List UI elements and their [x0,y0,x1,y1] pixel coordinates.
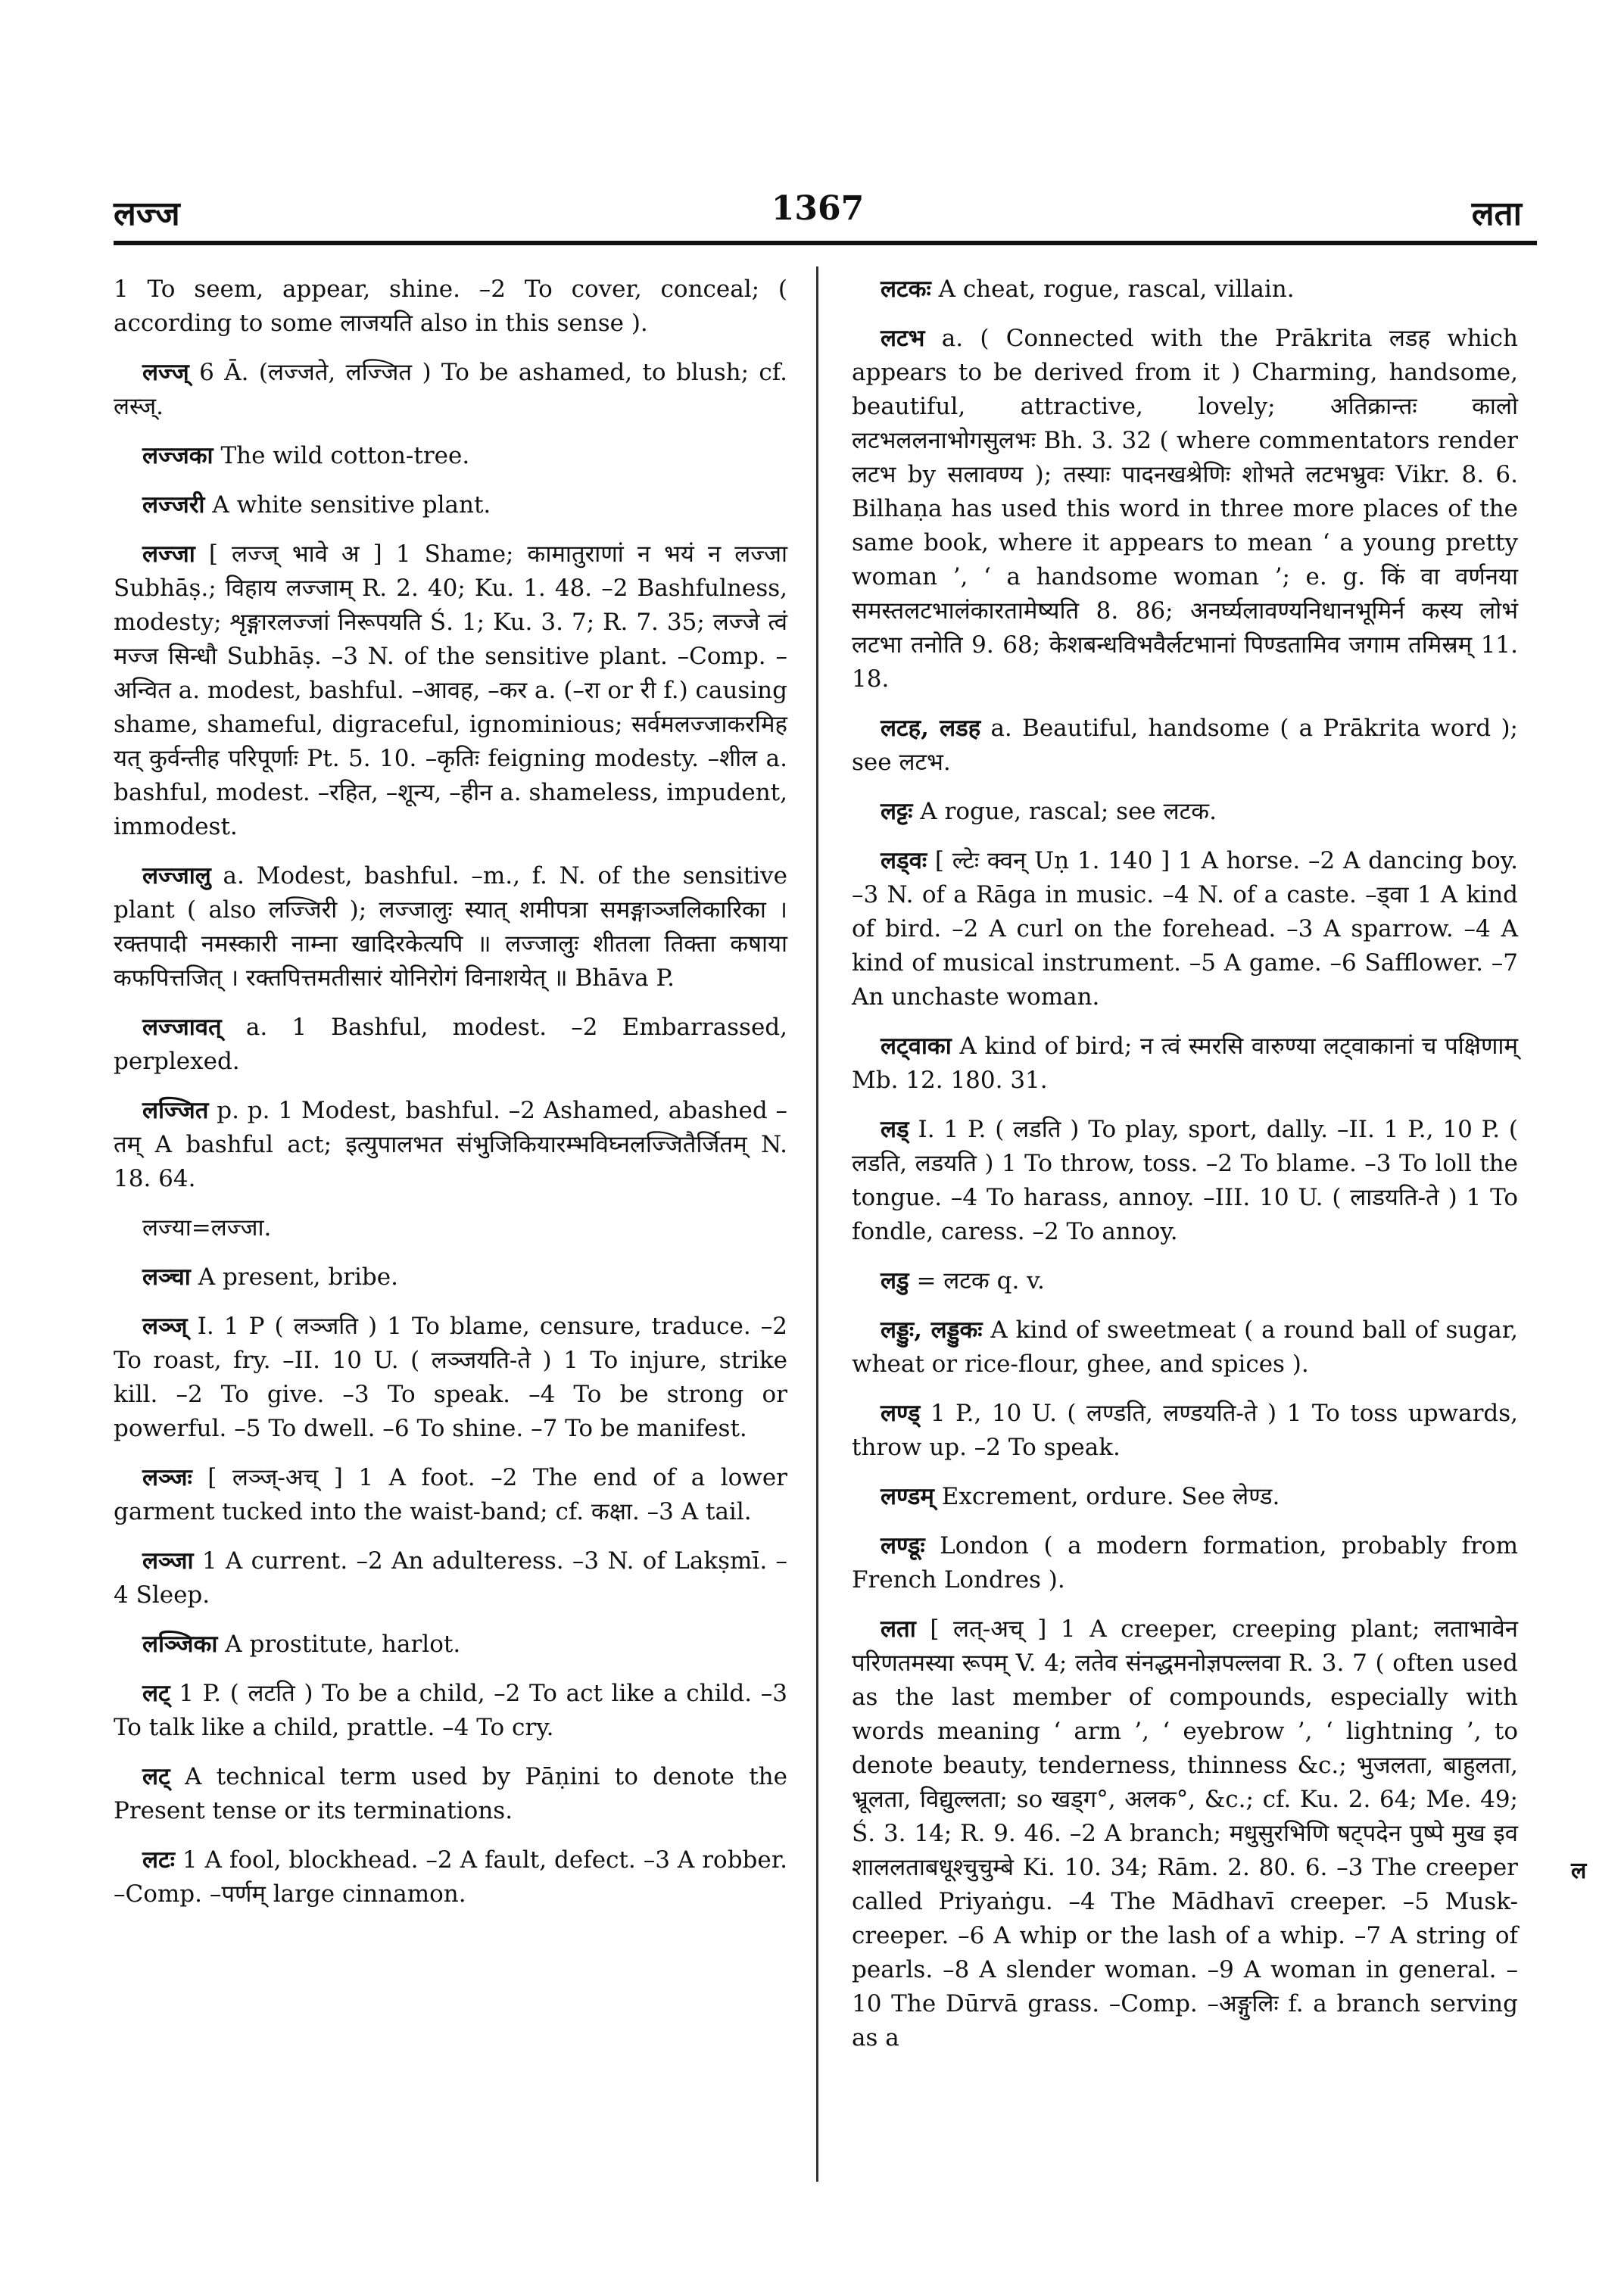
dictionary-entry: लज्जरी A white sensitive plant. [142,491,491,519]
page-number: 1367 [771,189,865,228]
dictionary-entry: लञ्जिका A prostitute, harlot. [142,1631,461,1658]
dictionary-entry: लटभ a. ( Connected with the Prākrita लडह which appears to be derived from it ) Charming, handsome, beautiful, attractive, lovely; अतिक्रान्तः कालो लटभललनाभोगसुलभः Bh. 3. 32 ( where commentators render लटभ by सलावण्य ); तस्याः पादनखश्रेणिः शोभते लटभभ्रुवः Vikr. 8. 6. Bilhaṇa has used this word in three more places of the same book, where it appears to mean ‘ a young pretty woman ’, ‘ a handsome woman ’; e. g. किं वा वर्णनया समस्तलटभालंकारतामेष्यति 8. 86; अनर्घ्यलावण्यनिधानभूमिर्न कस्य लोभं लटभा तनोति 9. 68; केशबन्धविभवैर्लटभानां पिण्डतामिव जगाम तमिस्रम् 11. 18. [852,325,1518,693]
dictionary-entry: लज्ज् 6 Ā. (लज्जते, लज्जित ) To be ashamed, to blush; cf. लस्ज्. [114,359,787,420]
dictionary-entry: लट् 1 P. ( लटति ) To be a child, –2 To act like a child. –3 To talk like a child, prattle. –4 To cry. [114,1680,787,1741]
left-guide-word: लज्ज [114,195,180,233]
dictionary-entry: लटकः A cheat, rogue, rascal, villain. [881,276,1295,303]
dictionary-entry: लण्ड् 1 P., 10 U. ( लण्डति, लण्डयति-ते ) 1 To toss upwards, throw up. –2 To speak. [852,1400,1518,1461]
dictionary-entry: 1 To seem, appear, shine. –2 To cover, conceal; ( according to some लाजयति also in this sense ). [114,276,787,337]
dictionary-entry: लज्जा [ लज्ज् भावे अ ] 1 Shame; कामातुराणां न भयं न लज्जा Subhāṣ.; विहाय लज्जाम् R. 2. 40; Ku. 1. 48. –2 Bashfulness, modesty; शृङ्गारलज्जां निरूपयति Ś. 1; Ku. 3. 7; R. 7. 35; लज्जे त्वं मज्ज सिन्धौ Subhāṣ. –3 N. of the sensitive plant. –Comp. –अन्वित a. modest, bashful. –आवह, –कर a. (–रा or री f.) causing shame, shameful, digraceful, ignominious; सर्वमलज्जाकरमिह यत् कुर्वन्तीह परिपूर्णाः Pt. 5. 10. –कृतिः feigning modesty. –शील a. bashful, modest. –रहित, –शून्य, –हीन a. shameless, impudent, immodest. [114,541,787,840]
dictionary-entry: लडु = लटक q. v. [881,1267,1045,1294]
dictionary-entry: लञ्जा 1 A current. –2 An adulteress. –3 N. of Lakṣmī. –4 Sleep. [114,1547,787,1609]
dictionary-entry: लञ्ज् I. 1 P ( लञ्जति ) 1 To blame, censure, traduce. –2 To roast, fry. –II. 10 U. ( लञ्जयति-ते ) 1 To injure, strike kill. –2 To give. –3 To speak. –4 To be strong or powerful. –5 To dwell. –6 To shine. –7 To be manifest. [114,1313,787,1442]
dictionary-entry: लटः 1 A fool, blockhead. –2 A fault, defect. –3 A robber. –Comp. –पर्णम् large cinnamon. [114,1846,787,1908]
dictionary-entry: लञ्चा A present, bribe. [142,1263,398,1291]
dictionary-entry: लज्जावत् a. 1 Bashful, modest. –2 Embarrassed, perplexed. [114,1014,787,1075]
dictionary-entry: लट्वाका A kind of bird; न त्वं स्मरसि वारुण्या लट्वाकानां च पक्षिणाम् Mb. 12. 180. 31. [852,1033,1518,1094]
dictionary-entry: लटह, लडह a. Beautiful, handsome ( a Prākrita word ); see लटभ. [852,715,1518,776]
page-header [114,189,1522,235]
left-column [114,273,787,1927]
dictionary-entry: लट् A technical term used by Pāṇini to denote the Present tense or its terminations. [114,1763,787,1824]
dictionary-entry: लज्जका The wild cotton-tree. [142,442,470,469]
dictionary-entry: लञ्जः [ लञ्ज्-अच् ] 1 A foot. –2 The end of a lower garment tucked into the waist-band; cf. कक्षा. –3 A tail. [114,1464,787,1525]
right-column [852,273,1518,2070]
dictionary-entry: लण्डम् Excrement, ordure. See लेण्ड. [881,1483,1280,1510]
dictionary-entry: लज्जित p. p. 1 Modest, bashful. –2 Ashamed, abashed –तम् A bashful act; इत्युपालभत संभुजिकियारम्भविघ्नलज्जितैर्जितम् N. 18. 64. [114,1097,787,1192]
dictionary-entry: लड् I. 1 P. ( लडति ) To play, sport, dally. –II. 1 P., 10 P. ( लडति, लडयति ) 1 To throw, toss. –2 To blame. –3 To loll the tongue. –4 To harass, annoy. –III. 10 U. ( लाडयति-ते ) 1 To fondle, caress. –2 To annoy. [852,1116,1518,1245]
dictionary-entry: लता [ लत्-अच् ] 1 A creeper, creeping plant; लताभावेन परिणतमस्या रूपम् V. 4; लतेव संनद्धमनोज्ञपल्लवा R. 3. 7 ( often used as the last member of compounds, especially with words meaning ‘ arm ’, ‘ eyebrow ’, ‘ lightning ’, to denote beauty, tenderness, thinness &c.; भुजलता, बाहुलता, भ्रूलता, विद्युल्लता; so खड्ग°, अलक°, &c.; cf. Ku. 2. 64; Me. 49; Ś. 3. 14; R. 9. 46. –2 A branch; मधुसुरभिणि षट्पदेन पुष्पे मुख इव शाललताबधूश्चुचुम्बे Ki. 10. 34; Rām. 2. 80. 6. –3 The creeper called Priyaṅgu. –4 The Mādhavī creeper. –5 Musk-creeper. –6 A whip or the lash of a whip. –7 A string of pearls. –8 A slender woman. –9 A woman in general. –10 The Dūrvā grass. –Comp. –अङ्गुलिः f. a branch serving as a [852,1615,1518,2052]
header-rule [114,241,1537,245]
column-divider [816,266,818,2182]
dictionary-entry: लज्या=लज्जा. [142,1214,272,1242]
dictionary-entry: लण्डूः London ( a modern formation, probably from French Londres ). [852,1532,1518,1594]
right-guide-word: लता [1471,195,1522,233]
thumb-index-mark: ल [1571,1858,1585,1884]
dictionary-entry: लट्टः A rogue, rascal; see लटक. [881,798,1217,825]
dictionary-entry: लड्डुः, लड्डुकः A kind of sweetmeat ( a round ball of sugar, wheat or rice-flour, ghee, and spices ). [852,1316,1518,1378]
dictionary-entry: लड्वः [ ल्टेः क्वन् Uṇ 1. 140 ] 1 A horse. –2 A dancing boy. –3 N. of a Rāga in music. –4 N. of a caste. –ड्वा 1 A kind of bird. –2 A curl on the forehead. –3 A sparrow. –4 A kind of musical instrument. –5 A game. –6 Safflower. –7 An unchaste woman. [852,847,1518,1011]
dictionary-entry: लज्जालु a. Modest, bashful. –m., f. N. of the sensitive plant ( also लज्जिरी ); लज्जालुः स्यात् शमीपत्रा समङ्गाञ्जलिकारिका । रक्तपादी नमस्कारी नाम्ना खादिरकेत्यपि ॥ लज्जालुः शीतला तिक्ता कषाया कफपित्तजित् । रक्तपित्तमतीसारं योनिरोगं विनाशयेत् ॥ Bhāva P. [114,862,787,992]
